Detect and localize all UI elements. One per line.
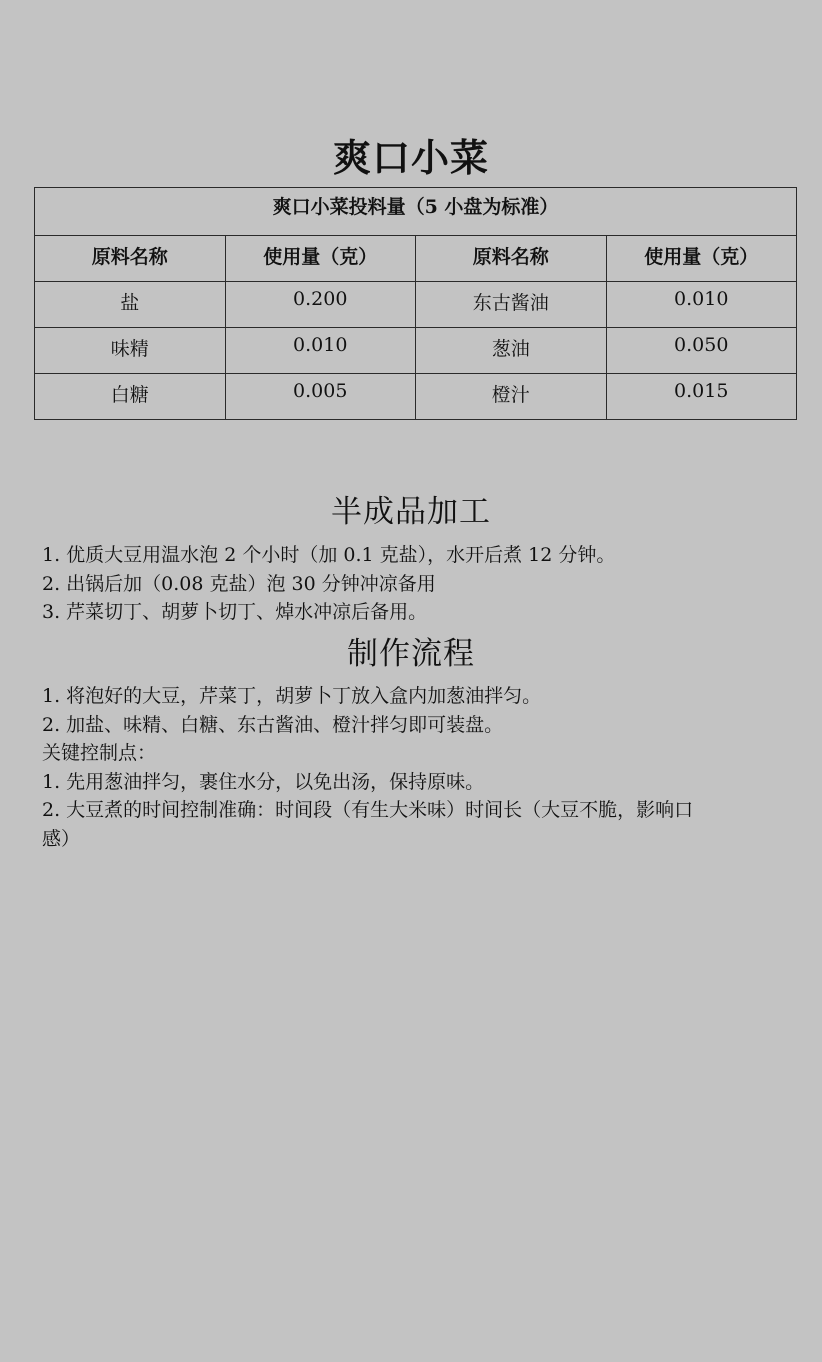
table-caption-row — [35, 188, 797, 236]
table-caption: 爽口小菜投料量（5 小盘为标准） — [35, 188, 797, 236]
ingredients-table — [34, 187, 797, 420]
page-title: 爽口小菜 — [332, 135, 489, 180]
table-row — [35, 282, 797, 328]
list-item: 1. 优质大豆用温水泡 2 个小时（加 0.1 克盐），水开后煮 12 分钟。 — [42, 544, 616, 566]
ingredient-name: 橙汁 — [416, 374, 607, 420]
ingredient-amount: 0.050 — [606, 328, 797, 374]
column-header: 使用量（克） — [225, 236, 416, 282]
ingredient-amount: 0.010 — [606, 282, 797, 328]
ingredient-name: 盐 — [35, 282, 226, 328]
list-item: 感） — [42, 827, 81, 850]
list-item: 2. 出锅后加（0.08 克盐）泡 30 分钟冲凉备用 — [42, 572, 436, 595]
table-header-row — [35, 236, 797, 282]
ingredient-amount: 0.200 — [225, 282, 416, 328]
column-header: 原料名称 — [35, 236, 226, 282]
ingredient-name: 葱油 — [416, 328, 607, 374]
process-steps — [42, 682, 802, 853]
ingredient-amount: 0.005 — [225, 374, 416, 420]
table-row — [35, 328, 797, 374]
ingredient-amount: 0.015 — [606, 374, 797, 420]
list-item: 1. 先用葱油拌匀，裹住水分，以免出汤，保持原味。 — [42, 770, 485, 793]
key-points-label: 关键控制点： — [42, 742, 157, 764]
semi-finished-steps — [42, 541, 802, 627]
process-heading: 制作流程 — [347, 636, 475, 672]
list-item: 1. 将泡好的大豆，芹菜丁，胡萝卜丁放入盒内加葱油拌匀。 — [42, 685, 542, 707]
ingredient-name: 东古酱油 — [416, 282, 607, 328]
ingredient-name: 白糖 — [35, 374, 226, 420]
semi-finished-heading: 半成品加工 — [331, 494, 491, 530]
column-header: 原料名称 — [416, 236, 607, 282]
list-item: 3. 芹菜切丁、胡萝卜切丁、焯水冲凉后备用。 — [42, 601, 428, 623]
ingredient-amount: 0.010 — [225, 328, 416, 374]
list-item: 2. 加盐、味精、白糖、东古酱油、橙汁拌匀即可装盘。 — [42, 713, 504, 736]
table-row — [35, 374, 797, 420]
column-header: 使用量（克） — [606, 236, 797, 282]
ingredient-name: 味精 — [35, 328, 226, 374]
list-item: 2. 大豆煮的时间控制准确：时间段（有生大米味）时间长（大豆不脆，影响口 — [42, 799, 694, 821]
